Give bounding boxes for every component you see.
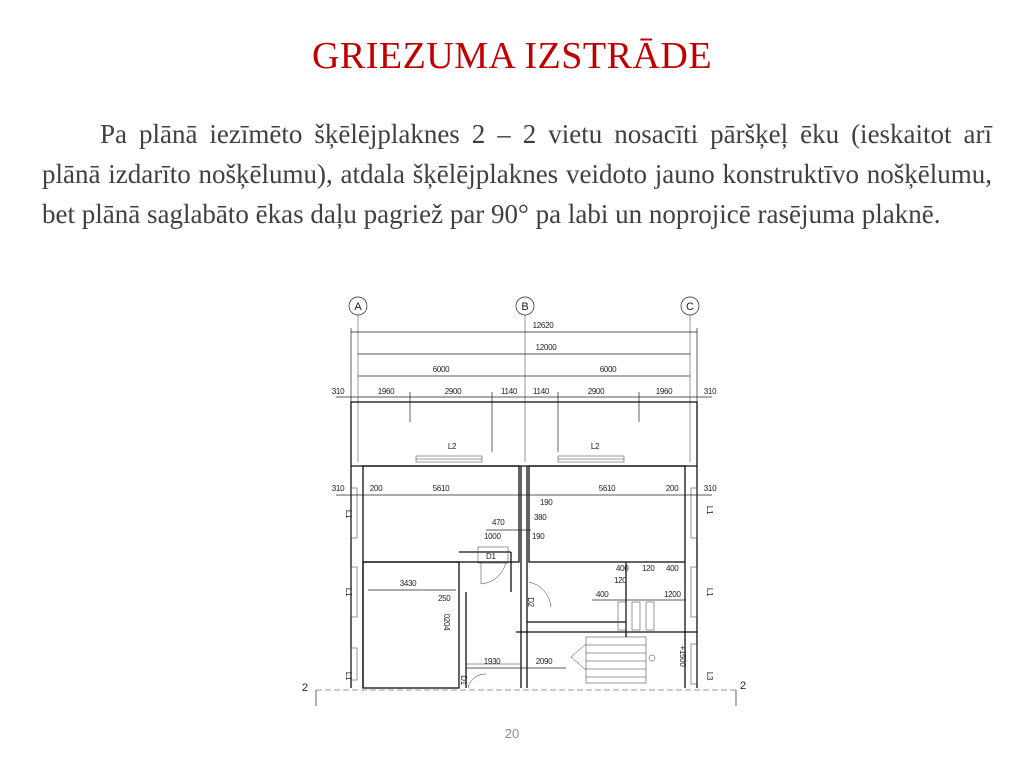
svg-text:A: A <box>354 301 362 313</box>
svg-text:310: 310 <box>703 484 717 493</box>
dim-2090: 2090 <box>535 657 553 666</box>
axis-marker-a <box>349 297 367 315</box>
slide-paragraph: Pa plānā iezīmēto šķēlējplaknes 2 – 2 vietu nosacīti pāršķeļ ēku (ieskaitot arī plānā izdarīto nošķēlumu), atdala šķēlējplaknes veidoto jauno konstruktīvo nošķēlumu, bet plānā saglabāto ēkas daļu pagriež par 90° pa labi un noprojicē rasējuma plaknē. <box>42 119 992 229</box>
dim-190-b: 190 <box>532 532 545 541</box>
dim-mid-row <box>332 484 717 493</box>
window-l1-right-mid <box>691 567 714 617</box>
svg-text:5610: 5610 <box>432 484 450 493</box>
floor-plan-drawing <box>296 292 756 712</box>
dim-1930: 1930 <box>483 657 501 666</box>
svg-text:1140: 1140 <box>500 387 518 396</box>
window-l2-right <box>558 442 624 462</box>
svg-text:L1: L1 <box>705 587 714 597</box>
section-line <box>316 690 736 706</box>
door-d2 <box>526 582 551 608</box>
svg-text:D1: D1 <box>486 552 496 561</box>
svg-text:L1: L1 <box>344 671 353 681</box>
svg-text:L1: L1 <box>705 505 714 515</box>
page-number: 20 <box>504 726 520 741</box>
svg-text:1960: 1960 <box>655 387 673 396</box>
dim-120-a: 120 <box>642 564 655 573</box>
svg-text:L2: L2 <box>590 442 600 451</box>
dim-380: 380 <box>534 513 547 522</box>
svg-text:310: 310 <box>703 387 717 396</box>
axis-marker-b <box>516 297 534 315</box>
svg-text:L1: L1 <box>344 587 353 597</box>
dim-half-right: 6000 <box>599 365 617 374</box>
svg-text:D1: D1 <box>459 675 468 685</box>
dim-1000: 1000 <box>484 532 501 541</box>
slide-title: GRIEZUMA IZSTRĀDE <box>311 35 713 77</box>
svg-text:1140: 1140 <box>532 387 550 396</box>
svg-text:L1: L1 <box>344 509 353 519</box>
window-l3-right <box>691 644 714 684</box>
svg-text:L2: L2 <box>447 442 457 451</box>
dim-400-b: 400 <box>666 564 679 573</box>
svg-text:B: B <box>521 301 529 313</box>
svg-text:5610: 5610 <box>598 484 616 493</box>
svg-text:310: 310 <box>331 484 345 493</box>
dim-3430: 3430 <box>399 579 417 588</box>
dim-top-row <box>332 387 717 396</box>
svg-text:310: 310 <box>331 387 345 396</box>
dim-400-c: 400 <box>596 590 609 599</box>
svg-text:1960: 1960 <box>377 387 395 396</box>
building-walls <box>351 466 697 688</box>
window-l1-right-top <box>691 488 714 538</box>
dim-190-a: 190 <box>540 498 553 507</box>
dim-overall-inner: 12000 <box>535 343 557 352</box>
svg-text:C: C <box>686 301 694 313</box>
svg-text:D2: D2 <box>526 597 535 607</box>
dim-250: 250 <box>438 594 451 603</box>
svg-text:2900: 2900 <box>587 387 605 396</box>
dim-1200: 1200 <box>664 590 681 599</box>
svg-text:L3: L3 <box>705 671 714 681</box>
svg-text:2900: 2900 <box>444 387 462 396</box>
dim-470: 470 <box>492 518 505 527</box>
section-label-right: 2 <box>740 680 747 692</box>
svg-text:200: 200 <box>369 484 383 493</box>
dim-120-b: 120 <box>614 576 627 585</box>
dim-400-a: 400 <box>616 564 629 573</box>
staircase <box>571 637 655 683</box>
dim-half-left: 6000 <box>432 365 450 374</box>
dim-overall-outer: 12620 <box>532 321 554 330</box>
door-d1-bottom <box>459 674 486 688</box>
room-code: 0204 <box>442 613 451 631</box>
dimension-lines <box>336 328 712 495</box>
axis-marker-c <box>681 297 699 315</box>
section-label-left: 2 <box>302 682 309 694</box>
level-mark: +1500 <box>678 645 687 667</box>
window-l2-left <box>416 442 482 462</box>
svg-text:200: 200 <box>665 484 679 493</box>
